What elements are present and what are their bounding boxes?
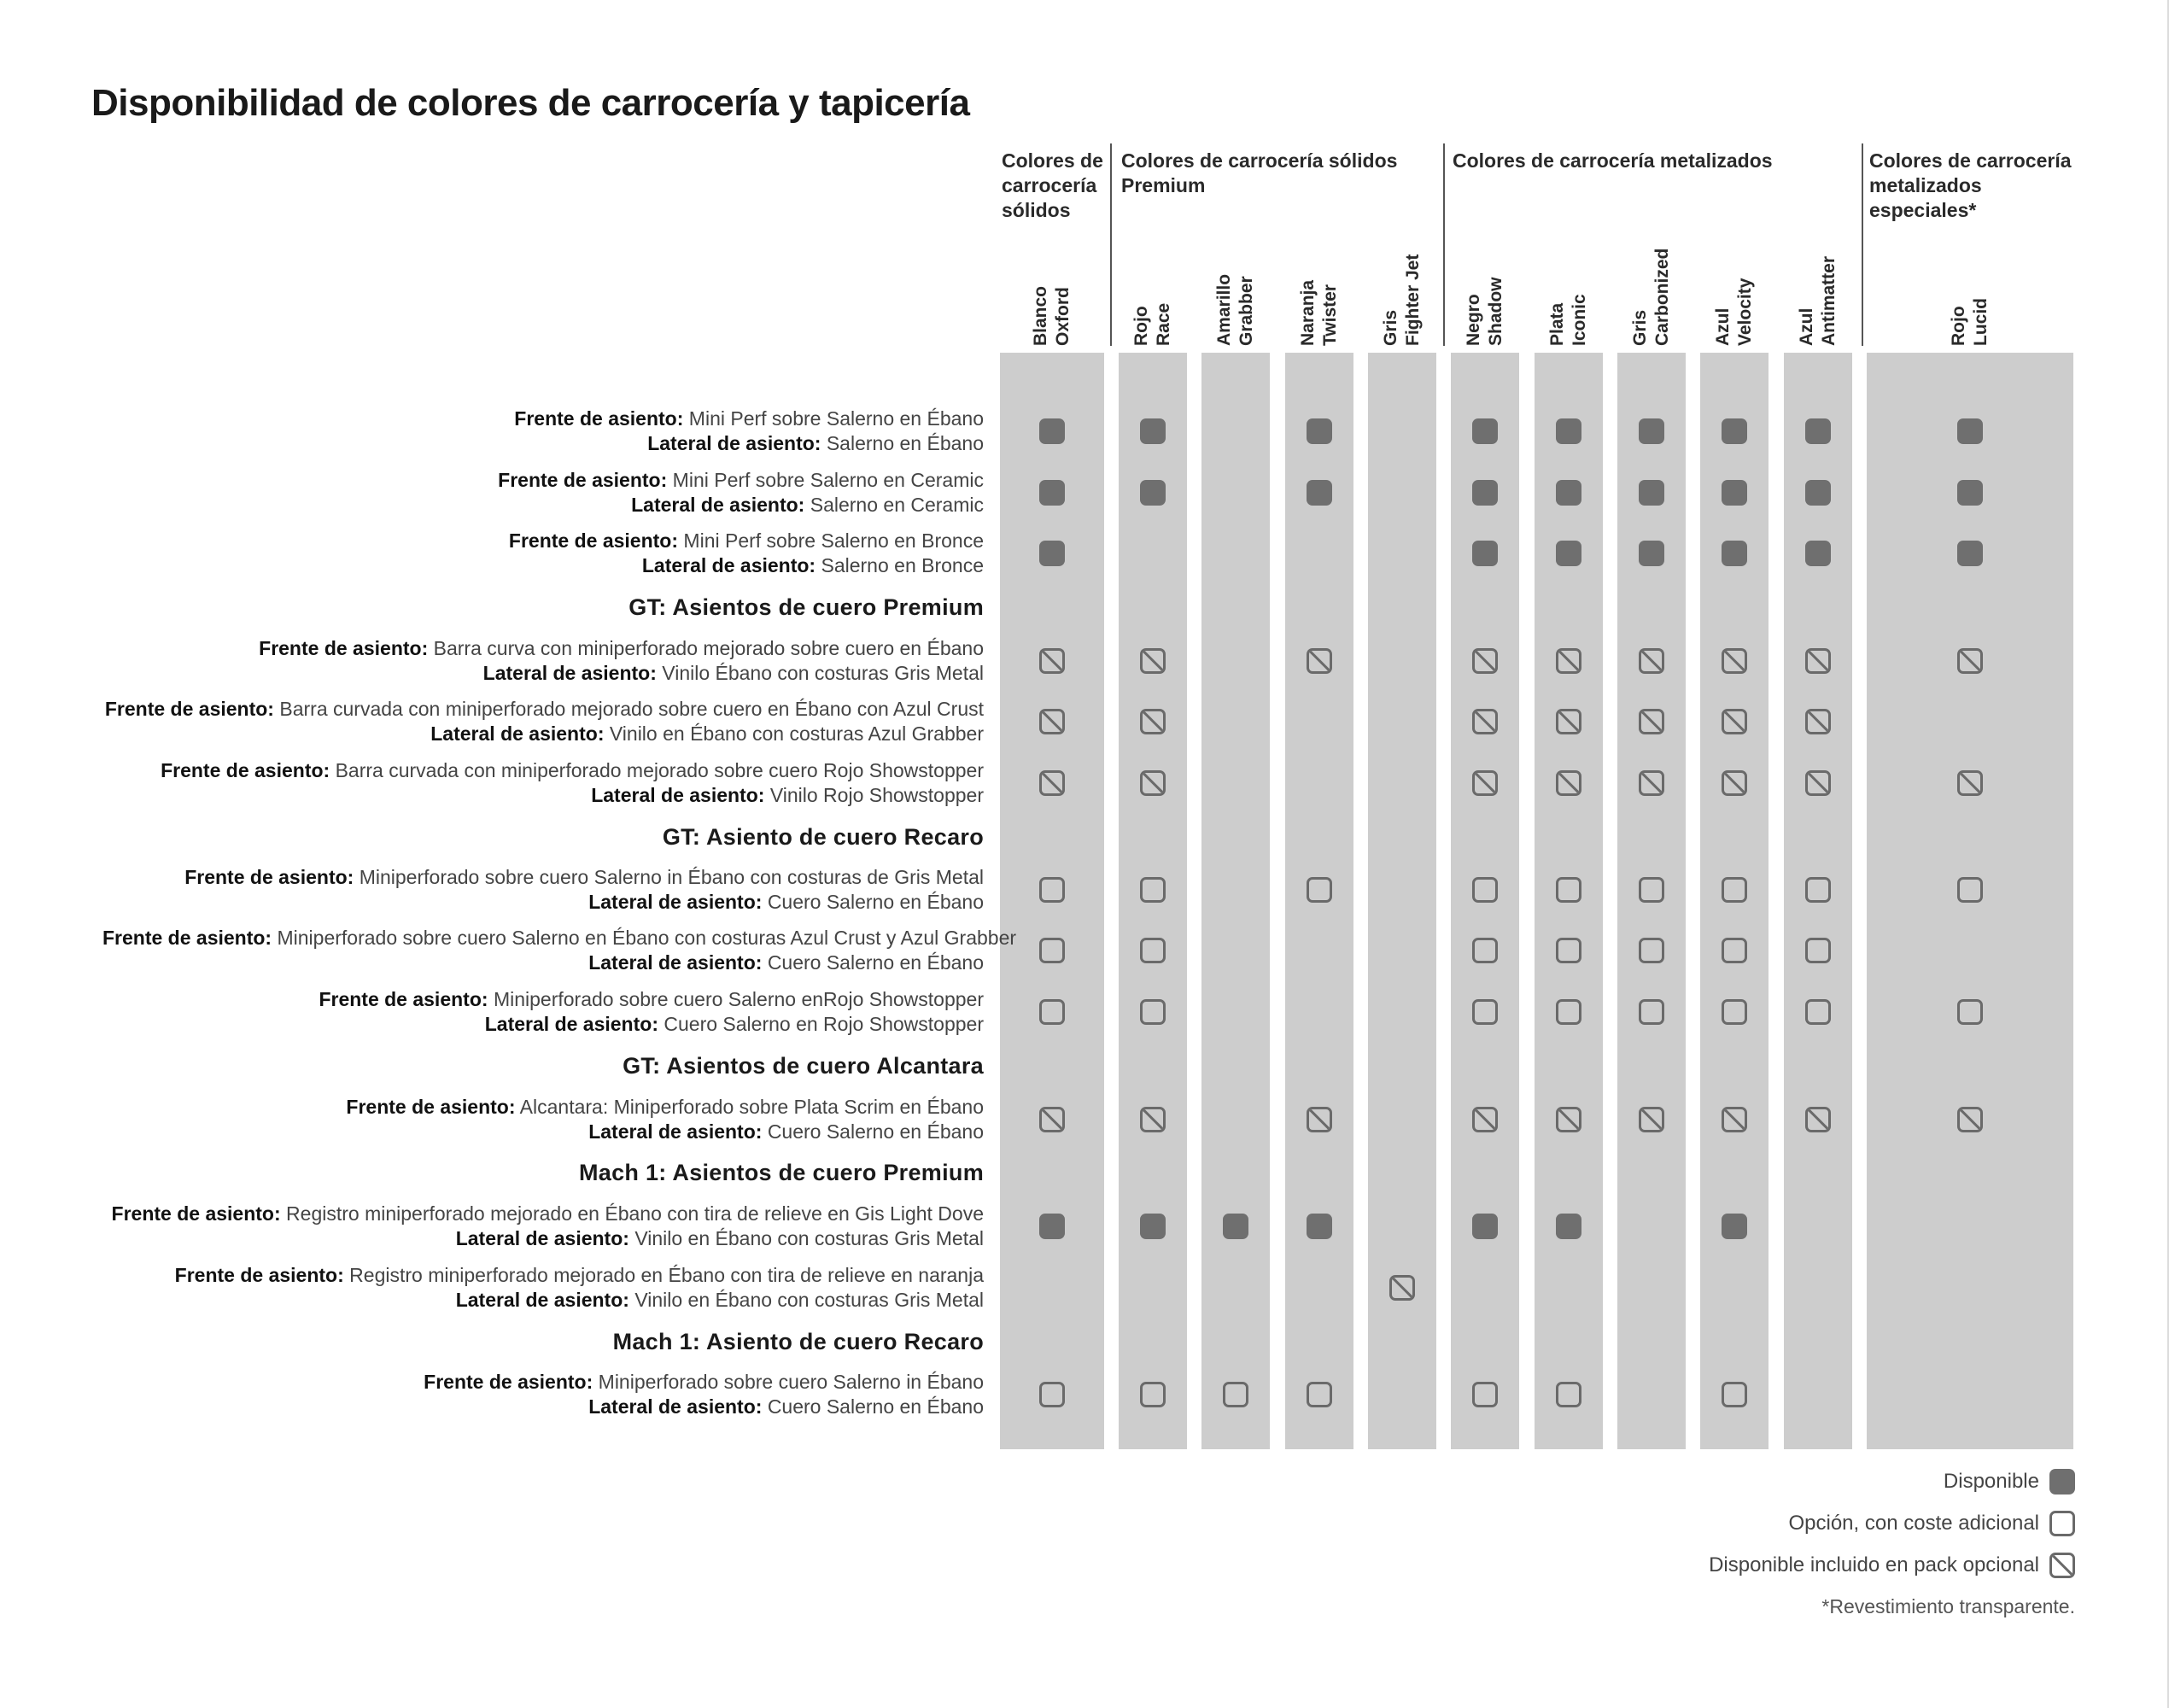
option-square-icon bbox=[1039, 938, 1065, 963]
option-square-icon bbox=[1556, 1382, 1581, 1407]
available-square-icon bbox=[1556, 480, 1581, 506]
option-square-icon bbox=[1039, 877, 1065, 903]
available-square-icon bbox=[1556, 541, 1581, 566]
pack-square-icon bbox=[1957, 770, 1983, 796]
color-group-header-line: carrocería bbox=[1002, 174, 1097, 196]
color-name-line-1: Rojo bbox=[1949, 306, 1968, 346]
seat-front-text: Miniperforado sobre cuero Salerno en Ébano con costuras Azul Crust y Azul Grabber bbox=[277, 927, 1017, 949]
seat-side-line bbox=[102, 722, 984, 746]
option-square-icon bbox=[1140, 877, 1166, 903]
trim-row bbox=[102, 697, 984, 746]
seat-front-line bbox=[102, 926, 1017, 951]
seat-front-text: Miniperforado sobre cuero Salerno in Ébano con costuras de Gris Metal bbox=[359, 866, 984, 888]
color-column-header bbox=[1297, 175, 1342, 346]
available-square-icon bbox=[1957, 480, 1983, 506]
color-name-line-2: Shadow bbox=[1486, 277, 1505, 346]
color-name-line-1: Plata bbox=[1547, 302, 1567, 346]
option-square-icon bbox=[1805, 999, 1831, 1025]
pack-square-icon bbox=[1039, 648, 1065, 674]
available-square-icon bbox=[1307, 418, 1332, 444]
available-square-icon bbox=[1722, 541, 1747, 566]
color-column-header bbox=[1030, 175, 1074, 346]
trim-row bbox=[102, 865, 984, 915]
available-square-icon bbox=[1140, 418, 1166, 444]
seat-side-label: Lateral de asiento: bbox=[641, 554, 816, 576]
option-square-icon bbox=[1722, 938, 1747, 963]
seat-side-label: Lateral de asiento: bbox=[430, 722, 605, 745]
color-column-header bbox=[1948, 175, 1992, 346]
seat-side-text: Salerno en Ébano bbox=[826, 432, 984, 454]
seat-front-text: Mini Perf sobre Salerno en Ébano bbox=[688, 407, 984, 430]
pack-square-icon bbox=[1556, 770, 1581, 796]
legend-pack bbox=[1709, 1551, 2075, 1580]
available-square-icon bbox=[1639, 418, 1664, 444]
available-square-icon bbox=[1639, 480, 1664, 506]
seat-side-text: Cuero Salerno en Ébano bbox=[767, 1120, 984, 1143]
seat-side-label: Lateral de asiento: bbox=[588, 1395, 763, 1418]
pack-square-icon bbox=[2049, 1553, 2075, 1578]
pack-square-icon bbox=[1722, 1107, 1747, 1132]
legend-option bbox=[1788, 1509, 2075, 1538]
pack-square-icon bbox=[1639, 1107, 1664, 1132]
section-title: GT: Asientos de cuero Premium bbox=[628, 594, 984, 620]
pack-square-icon bbox=[1639, 709, 1664, 734]
seat-front-line bbox=[102, 1263, 984, 1288]
option-square-icon bbox=[1039, 1382, 1065, 1407]
page-title: Disponibilidad de colores de carrocería y tapicería bbox=[91, 82, 970, 124]
seat-side-line bbox=[102, 553, 984, 578]
seat-side-text: Cuero Salerno en Rojo Showstopper bbox=[664, 1013, 984, 1035]
option-square-icon bbox=[1307, 1382, 1332, 1407]
color-group-header-line: sólidos bbox=[1002, 199, 1071, 221]
color-name-line-2: Fighter Jet bbox=[1403, 254, 1423, 346]
option-square-icon bbox=[1472, 877, 1498, 903]
color-name-line-1: Amarillo bbox=[1214, 273, 1234, 346]
pack-square-icon bbox=[1039, 1107, 1065, 1132]
seat-front-text: Miniperforado sobre cuero Salerno enRojo Showstopper bbox=[493, 988, 984, 1010]
available-square-icon bbox=[1140, 480, 1166, 506]
color-column-header bbox=[1712, 175, 1757, 346]
option-square-icon bbox=[1639, 938, 1664, 963]
seat-side-line bbox=[102, 493, 984, 518]
group-divider bbox=[1443, 143, 1445, 346]
color-name-line-2: Carbonized bbox=[1652, 248, 1672, 346]
seat-front-label: Frente de asiento: bbox=[498, 469, 668, 491]
seat-side-line bbox=[102, 951, 984, 975]
seat-front-line bbox=[102, 987, 984, 1012]
option-square-icon bbox=[1223, 1382, 1248, 1407]
option-square-icon bbox=[1140, 938, 1166, 963]
trim-row bbox=[102, 636, 984, 686]
seat-front-label: Frente de asiento: bbox=[111, 1202, 281, 1225]
available-square-icon bbox=[2049, 1469, 2075, 1494]
seat-side-label: Lateral de asiento: bbox=[482, 662, 657, 684]
available-square-icon bbox=[1805, 418, 1831, 444]
seat-front-line bbox=[102, 1370, 984, 1395]
seat-side-line bbox=[102, 1395, 984, 1419]
color-column-header bbox=[1463, 175, 1507, 346]
available-square-icon bbox=[1472, 541, 1498, 566]
seat-side-text: Salerno en Ceramic bbox=[810, 494, 984, 516]
legend-available-label: Disponible bbox=[1943, 1470, 2039, 1493]
color-group-header-line: especiales* bbox=[1869, 199, 1977, 221]
color-column-header bbox=[1629, 175, 1674, 346]
seat-side-label: Lateral de asiento: bbox=[631, 494, 805, 516]
available-square-icon bbox=[1722, 418, 1747, 444]
color-group-header-line: Colores de carrocería metalizados bbox=[1453, 149, 1773, 172]
seat-side-label: Lateral de asiento: bbox=[455, 1289, 629, 1311]
color-column bbox=[1201, 353, 1270, 1449]
trim-row bbox=[102, 926, 1017, 975]
available-square-icon bbox=[1805, 480, 1831, 506]
pack-square-icon bbox=[1805, 709, 1831, 734]
pack-square-icon bbox=[1472, 648, 1498, 674]
seat-front-text: Mini Perf sobre Salerno en Bronce bbox=[683, 529, 984, 552]
seat-side-line bbox=[102, 1012, 984, 1037]
seat-side-label: Lateral de asiento: bbox=[647, 432, 821, 454]
group-divider bbox=[1862, 143, 1863, 346]
seat-side-text: Cuero Salerno en Ébano bbox=[767, 951, 984, 974]
available-square-icon bbox=[1722, 1214, 1747, 1239]
available-square-icon bbox=[1223, 1214, 1248, 1239]
available-square-icon bbox=[1472, 418, 1498, 444]
pack-square-icon bbox=[1639, 770, 1664, 796]
pack-square-icon bbox=[1472, 709, 1498, 734]
pack-square-icon bbox=[1307, 648, 1332, 674]
available-square-icon bbox=[1039, 480, 1065, 506]
pack-square-icon bbox=[1722, 770, 1747, 796]
seat-side-label: Lateral de asiento: bbox=[484, 1013, 658, 1035]
seat-side-line bbox=[102, 661, 984, 686]
pack-square-icon bbox=[1722, 709, 1747, 734]
seat-front-line bbox=[102, 529, 984, 553]
color-name-line-1: Blanco bbox=[1031, 285, 1050, 346]
option-square-icon bbox=[1722, 999, 1747, 1025]
section-title: GT: Asientos de cuero Alcantara bbox=[623, 1053, 984, 1079]
pack-square-icon bbox=[1039, 770, 1065, 796]
available-square-icon bbox=[1039, 418, 1065, 444]
legend-pack-label: Disponible incluido en pack opcional bbox=[1709, 1553, 2039, 1576]
seat-front-text: Registro miniperforado mejorado en Ébano con tira de relieve en naranja bbox=[349, 1264, 984, 1286]
available-square-icon bbox=[1307, 1214, 1332, 1239]
seat-side-line bbox=[102, 1120, 984, 1144]
seat-front-label: Frente de asiento: bbox=[514, 407, 684, 430]
pack-square-icon bbox=[1957, 648, 1983, 674]
color-name-line-2: Race bbox=[1154, 302, 1173, 346]
trim-row bbox=[102, 407, 984, 456]
seat-side-text: Cuero Salerno en Ébano bbox=[767, 891, 984, 913]
pack-square-icon bbox=[1805, 1107, 1831, 1132]
pack-square-icon bbox=[1389, 1275, 1415, 1301]
pack-square-icon bbox=[1472, 1107, 1498, 1132]
available-square-icon bbox=[1722, 480, 1747, 506]
pack-square-icon bbox=[1140, 1107, 1166, 1132]
color-group-header-line: Colores de bbox=[1002, 149, 1103, 172]
seat-side-label: Lateral de asiento: bbox=[591, 784, 765, 806]
pack-square-icon bbox=[1957, 1107, 1983, 1132]
legend-option-label: Opción, con coste adicional bbox=[1788, 1512, 2039, 1535]
seat-front-text: Miniperforado sobre cuero Salerno in Ébano bbox=[598, 1371, 984, 1393]
pack-square-icon bbox=[1556, 648, 1581, 674]
seat-front-label: Frente de asiento: bbox=[102, 927, 272, 949]
color-column-header bbox=[1213, 175, 1258, 346]
color-group-header-line: Premium bbox=[1121, 174, 1206, 196]
seat-front-text: Barra curvada con miniperforado mejorado sobre cuero en Ébano con Azul Crust bbox=[279, 698, 984, 720]
option-square-icon bbox=[1307, 877, 1332, 903]
seat-side-line bbox=[102, 1288, 984, 1313]
color-name-line-2: Velocity bbox=[1735, 278, 1755, 346]
color-name-line-2: Oxford bbox=[1053, 287, 1073, 346]
seat-side-text: Cuero Salerno en Ébano bbox=[767, 1395, 984, 1418]
option-square-icon bbox=[1140, 999, 1166, 1025]
option-square-icon bbox=[1140, 1382, 1166, 1407]
seat-front-line bbox=[102, 1202, 984, 1226]
color-name-line-1: Azul bbox=[1713, 307, 1733, 346]
seat-front-label: Frente de asiento: bbox=[508, 529, 679, 552]
seat-front-label: Frente de asiento: bbox=[184, 866, 354, 888]
pack-square-icon bbox=[1039, 709, 1065, 734]
seat-side-line bbox=[102, 1226, 984, 1251]
seat-front-label: Frente de asiento: bbox=[259, 637, 429, 659]
color-column-header bbox=[1380, 175, 1424, 346]
trim-row bbox=[102, 1370, 984, 1419]
available-square-icon bbox=[1556, 1214, 1581, 1239]
seat-side-label: Lateral de asiento: bbox=[588, 1120, 763, 1143]
seat-front-label: Frente de asiento: bbox=[174, 1264, 344, 1286]
footnote: *Revestimiento transparente. bbox=[1821, 1595, 2075, 1617]
seat-front-label: Frente de asiento: bbox=[346, 1096, 516, 1118]
seat-front-text: Mini Perf sobre Salerno en Ceramic bbox=[672, 469, 984, 491]
pack-square-icon bbox=[1556, 709, 1581, 734]
seat-side-line bbox=[102, 783, 984, 808]
available-square-icon bbox=[1039, 1214, 1065, 1239]
option-square-icon bbox=[2049, 1511, 2075, 1536]
seat-side-line bbox=[102, 431, 984, 456]
trim-row bbox=[102, 1202, 984, 1251]
seat-front-label: Frente de asiento: bbox=[424, 1371, 593, 1393]
available-square-icon bbox=[1556, 418, 1581, 444]
seat-front-label: Frente de asiento: bbox=[319, 988, 488, 1010]
color-group-header-line: metalizados bbox=[1869, 174, 1982, 196]
color-name-line-2: Grabber bbox=[1237, 276, 1256, 346]
seat-side-text: Vinilo Ébano con costuras Gris Metal bbox=[662, 662, 984, 684]
option-square-icon bbox=[1556, 877, 1581, 903]
option-square-icon bbox=[1957, 877, 1983, 903]
trim-row bbox=[102, 468, 984, 518]
seat-front-line bbox=[102, 468, 984, 493]
seat-side-text: Vinilo Rojo Showstopper bbox=[769, 784, 984, 806]
group-divider bbox=[1110, 143, 1112, 346]
color-name-line-2: Lucid bbox=[1971, 298, 1991, 346]
color-column-header bbox=[1131, 175, 1175, 346]
trim-row bbox=[102, 758, 984, 808]
available-square-icon bbox=[1957, 418, 1983, 444]
color-column-header bbox=[1796, 175, 1840, 346]
pack-square-icon bbox=[1805, 770, 1831, 796]
color-name-line-1: Rojo bbox=[1131, 306, 1151, 346]
seat-front-line bbox=[102, 636, 984, 661]
seat-front-text: Alcantara: Miniperforado sobre Plata Scrim en Ébano bbox=[519, 1096, 984, 1118]
seat-front-line bbox=[102, 407, 984, 431]
section-title: Mach 1: Asiento de cuero Recaro bbox=[612, 1329, 984, 1354]
option-square-icon bbox=[1639, 877, 1664, 903]
seat-front-label: Frente de asiento: bbox=[161, 759, 330, 781]
pack-square-icon bbox=[1140, 648, 1166, 674]
color-name-line-1: Gris bbox=[1381, 309, 1400, 346]
seat-front-line bbox=[102, 865, 984, 890]
seat-front-text: Registro miniperforado mejorado en Ébano con tira de relieve en Gis Light Dove bbox=[286, 1202, 984, 1225]
seat-side-text: Vinilo en Ébano con costuras Gris Metal bbox=[634, 1227, 984, 1249]
color-name-line-1: Azul bbox=[1797, 307, 1816, 346]
pack-square-icon bbox=[1556, 1107, 1581, 1132]
pack-square-icon bbox=[1722, 648, 1747, 674]
color-group-header bbox=[1453, 149, 1773, 173]
seat-side-label: Lateral de asiento: bbox=[455, 1227, 629, 1249]
pack-square-icon bbox=[1805, 648, 1831, 674]
color-group-header-line: Colores de carrocería bbox=[1869, 149, 2072, 172]
available-square-icon bbox=[1472, 1214, 1498, 1239]
trim-row bbox=[102, 987, 984, 1037]
trim-row bbox=[102, 1095, 984, 1144]
option-square-icon bbox=[1556, 999, 1581, 1025]
seat-front-text: Barra curva con miniperforado mejorado sobre cuero en Ébano bbox=[433, 637, 984, 659]
option-square-icon bbox=[1957, 999, 1983, 1025]
available-square-icon bbox=[1805, 541, 1831, 566]
seat-side-text: Vinilo en Ébano con costuras Azul Grabber bbox=[609, 722, 984, 745]
option-square-icon bbox=[1472, 999, 1498, 1025]
seat-front-text: Barra curvada con miniperforado mejorado sobre cuero Rojo Showstopper bbox=[335, 759, 984, 781]
trim-row bbox=[102, 529, 984, 578]
option-square-icon bbox=[1805, 938, 1831, 963]
color-name-line-1: Negro bbox=[1464, 294, 1483, 346]
available-square-icon bbox=[1039, 541, 1065, 566]
seat-side-text: Vinilo en Ébano con costuras Gris Metal bbox=[634, 1289, 984, 1311]
available-square-icon bbox=[1957, 541, 1983, 566]
color-name-line-2: Twister bbox=[1320, 284, 1340, 346]
pack-square-icon bbox=[1307, 1107, 1332, 1132]
option-square-icon bbox=[1722, 1382, 1747, 1407]
color-name-line-2: Antimatter bbox=[1819, 255, 1839, 346]
available-square-icon bbox=[1639, 541, 1664, 566]
seat-side-label: Lateral de asiento: bbox=[588, 951, 763, 974]
seat-front-line bbox=[102, 1095, 984, 1120]
legend-available bbox=[1944, 1467, 2075, 1496]
seat-side-line bbox=[102, 890, 984, 915]
pack-square-icon bbox=[1140, 709, 1166, 734]
color-name-line-1: Naranja bbox=[1298, 279, 1318, 346]
seat-side-label: Lateral de asiento: bbox=[588, 891, 763, 913]
pack-square-icon bbox=[1140, 770, 1166, 796]
available-square-icon bbox=[1307, 480, 1332, 506]
color-column-header bbox=[1546, 175, 1591, 346]
color-group-header-line: Colores de carrocería sólidos bbox=[1121, 149, 1398, 172]
pack-square-icon bbox=[1472, 770, 1498, 796]
section-title: GT: Asiento de cuero Recaro bbox=[662, 824, 984, 850]
option-square-icon bbox=[1039, 999, 1065, 1025]
option-square-icon bbox=[1556, 938, 1581, 963]
section-title: Mach 1: Asientos de cuero Premium bbox=[578, 1160, 984, 1185]
option-square-icon bbox=[1639, 999, 1664, 1025]
option-square-icon bbox=[1472, 1382, 1498, 1407]
option-square-icon bbox=[1805, 877, 1831, 903]
trim-row bbox=[102, 1263, 984, 1313]
seat-front-label: Frente de asiento: bbox=[104, 698, 274, 720]
color-name-line-1: Gris bbox=[1630, 309, 1650, 346]
seat-side-text: Salerno en Bronce bbox=[821, 554, 984, 576]
seat-front-line bbox=[102, 758, 984, 783]
option-square-icon bbox=[1472, 938, 1498, 963]
available-square-icon bbox=[1472, 480, 1498, 506]
color-name-line-2: Iconic bbox=[1570, 294, 1589, 346]
pack-square-icon bbox=[1639, 648, 1664, 674]
available-square-icon bbox=[1140, 1214, 1166, 1239]
seat-front-line bbox=[102, 697, 984, 722]
option-square-icon bbox=[1722, 877, 1747, 903]
